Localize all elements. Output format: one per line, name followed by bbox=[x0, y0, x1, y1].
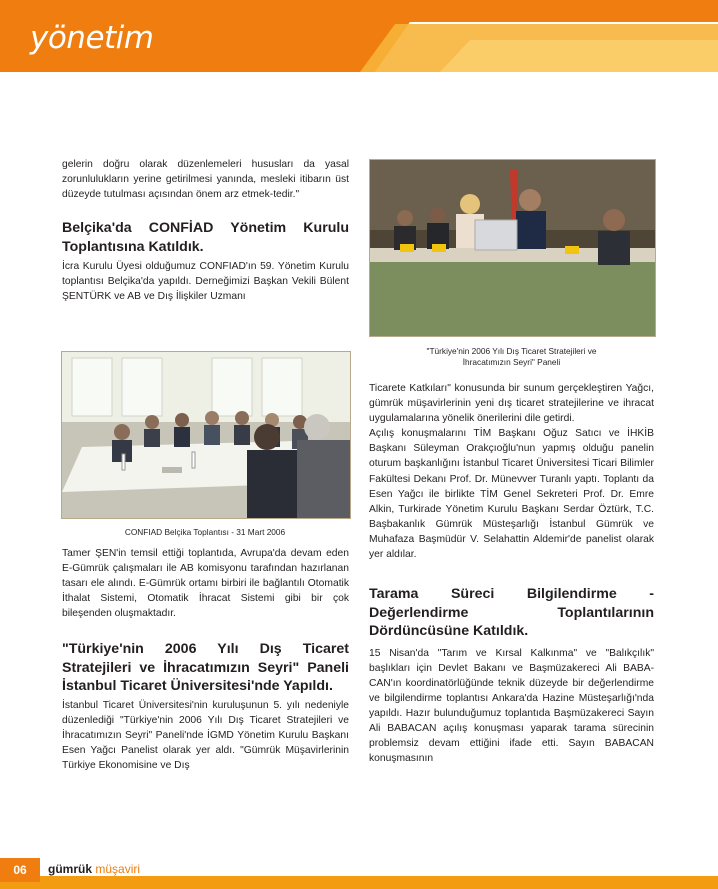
intro-paragraph: gelerin doğru olarak düzenlemeleri hususları da yasal zorunlulukların yerine getirilmesi yanında, mesleki itibarın üst düzeyde tutulması açısından önem arz etmek-tedir." bbox=[62, 159, 349, 201]
panel-photo-caption-line-2: İhracatımızın Seyri" Paneli bbox=[462, 357, 561, 367]
right-paragraph-1: Ticarete Katkıları" konusunda bir sunum gerçekleştiren Yağcı, gümrük müşavirlerinin yeni dış ticaret stratejilerine ve ihracat uygulamalarına yönelik önerilerini dile getirdi. bbox=[369, 383, 654, 425]
right-column bbox=[369, 381, 654, 766]
panel-photo-caption-line-1: "Türkiye'nin 2006 Yılı Dış Ticaret Stratejileri ve bbox=[426, 346, 597, 356]
tarama-paragraph: 15 Nisan'da "Tarım ve Kırsal Kalkınma" ve "Balıkçılık" başlıkları için Devlet Bakanı ve Başmüzakereci Ali BABA-CAN'ın koordinatörlüğünde teknik düzeyde bir değerlendirme ve bilgilendirme toplantısı Ankara'da Hazine Müsteşarlığı'nda yapıldı. Hazır bulunduğumuz toplantıda Başmüzakereci Sayın Ali BABACAN açılış konuşması yaparak tarama sürecinin problemsiz devam ettiğini ifade etti. Sayın BABACAN konuşmasının bbox=[369, 647, 654, 765]
left-column bbox=[62, 157, 349, 305]
confiad-meeting-photo bbox=[61, 351, 351, 519]
right-paragraph-2: Açılış konuşmalarını TİM Başkanı Oğuz Satıcı ve İHKİB Başkanı Süleyman Orakçıoğlu'nun yapmış olduğu panelin oturum başkanlığını İstanbul Ticaret Üniversitesi Ticari Bilimler Fakültesi Dekanı Prof. Dr. Münevver Turanlı yaptı. Toplantı da Esen Yağcı ile birlikte TİM Genel Sekreteri Prof. Dr. Emre Alkin, Turkirade Yönetim Kurulu Başkanı Serdar Öztürk, T.C. Başbakanlık Gümrük Müsteşarlığı İstanbul Gümrük ve Muhafaza Başmüdür V. Selahattin Aldemir'de panelist olarak yer aldılar. bbox=[369, 428, 654, 561]
section-title: yönetim bbox=[30, 20, 154, 56]
panel-heading: "Türkiye'nin 2006 Yılı Dış Ticaret Stratejileri ve İhracatımızın Seyri" Paneli İstanbul Ticaret Üniversitesi'nde Yapıldı. bbox=[62, 641, 349, 695]
confiad-paragraph-1: İcra Kurulu Üyesi olduğumuz CONFIAD'ın 59. Yönetim Kurulu toplantısı Belçika'da yapıldı. Derneğimizi Başkan Vekili Bülent ŞENTÜRK ve AB ve Dış İlişkiler Uzmanı bbox=[62, 261, 349, 303]
panel-paragraph: İstanbul Ticaret Üniversitesi'nin kuruluşunun 5. yılı nedeniyle düzenlediği "Türkiye'nin 2006 Yılı Dış Ticaret Stratejileri ve İhracatımızın Seyri" Paneli'nde İGMD Yönetim Kurulu Başkanı Esen Yağcı Panelist olarak yer aldı. "Gümrük Müşavirlerinin Türkiye Ekonomisine ve Dış bbox=[62, 699, 349, 772]
footer-brand bbox=[48, 861, 140, 877]
panel-photo bbox=[369, 159, 656, 337]
page-number: 06 bbox=[0, 858, 40, 882]
tarama-heading: Tarama Süreci Bilgilendirme - Değerlendirme Toplantılarının Dördüncüsüne Katıldık. bbox=[369, 586, 654, 640]
confiad-heading: Belçika'da CONFİAD Yönetim Kurulu Toplantısına Katıldık. bbox=[62, 220, 349, 255]
footer-bar bbox=[0, 876, 718, 889]
brand-bold: gümrük bbox=[48, 862, 93, 876]
left-column-lower bbox=[62, 546, 349, 773]
brand-light: müşaviri bbox=[95, 862, 141, 876]
panel-photo-caption bbox=[369, 346, 654, 368]
confiad-paragraph-2: Tamer ŞEN'in temsil ettiği toplantıda, Avrupa'da devam eden E-Gümrük çalışmaları ile AB komisyonu tarafından hazırlanan tasarı ele alındı. E-Gümrük ortamı birbiri ile bağlantılı Otomatik İthalat Sistemi, Otomatik İhracat Sistemi gibi bir çok bileşenden oluşmaktadır. bbox=[62, 548, 349, 620]
confiad-photo-caption: CONFIAD Belçika Toplantısı - 31 Mart 2006 bbox=[124, 527, 286, 537]
